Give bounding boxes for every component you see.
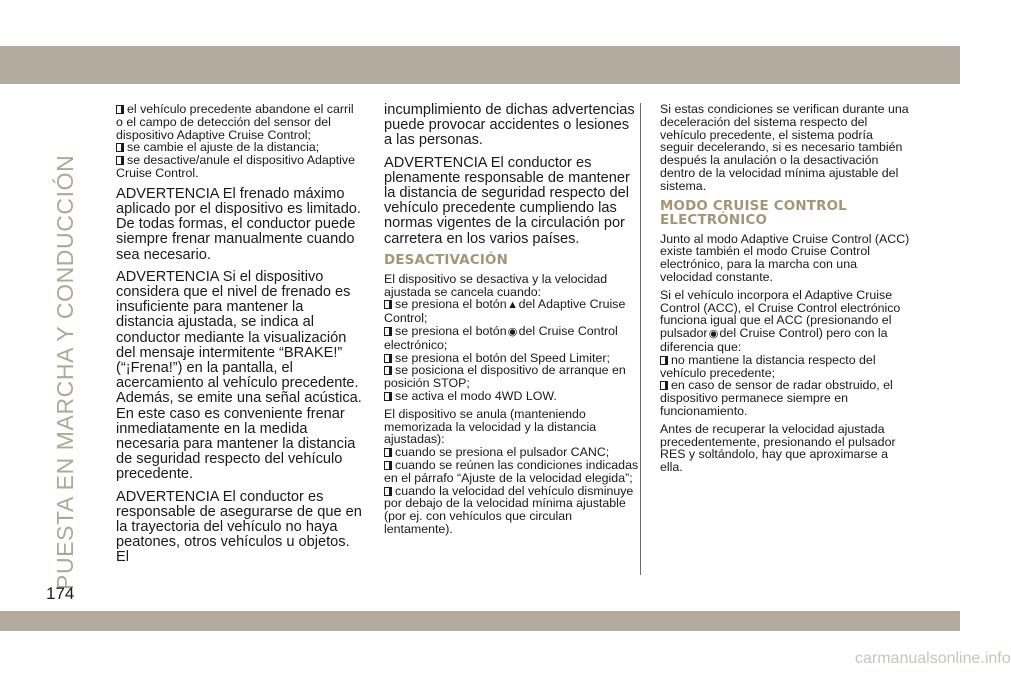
column-1 [116, 103, 362, 566]
checkbox-bullet-icon [384, 300, 392, 309]
column-2 [384, 103, 641, 575]
page-number: 174 [46, 584, 75, 603]
body-paragraph: El dispositivo se anula (manteniendo memorizada la velocidad y la distancia ajustadas): [384, 406, 597, 447]
section-heading: DESACTIVACIÓN [384, 252, 509, 268]
list-item: se posiciona el dispositivo de arranque en posición STOP; [384, 363, 626, 391]
checkbox-bullet-icon [384, 366, 392, 375]
checkbox-bullet-icon [116, 143, 124, 152]
checkbox-bullet-icon [384, 354, 392, 363]
checkbox-bullet-icon [384, 487, 392, 496]
checkbox-bullet-icon [116, 105, 124, 114]
warning-paragraph: ADVERTENCIA El conductor es responsable de asegurarse de que en la trayectoria del vehículo no haya peatones, otros vehículos u objetos. El [116, 488, 362, 566]
list-item: se presiona el botón◉del Cruise Control electrónico; [384, 324, 618, 352]
body-paragraph: Junto al modo Adaptive Cruise Control (ACC) existe también el modo Cruise Control electrónico, para la marcha con una velocidad constante. [660, 231, 910, 284]
body-paragraph: incumplimiento de dichas advertencias puede provocar accidentes o lesiones a las personas. [384, 102, 635, 149]
watermark: carmanualsonline.info [855, 650, 1011, 667]
list-item: el vehículo precedente abandone el carril o el campo de detección del sensor del dispositivo Adaptive Cruise Control; [116, 102, 354, 142]
body-paragraph: Si estas condiciones se verifican durante una deceleración del sistema respecto del vehículo precedente, el sistema podría seguir decelerando, si es necesario también después la anulación o la desactivación dentro de la velocidad mínima ajustable del sistema. [660, 102, 909, 193]
list-item: cuando se presiona el pulsador CANC; [384, 446, 640, 459]
list-item: cuando se reúnen las condiciones indicadas en el párrafo “Ajuste de la velocidad elegida”; [384, 457, 639, 485]
list-item: se desactive/anule el dispositivo Adaptive Cruise Control. [116, 153, 355, 180]
cruise-icon: ◉ [708, 328, 719, 341]
warning-paragraph: ADVERTENCIA Si el dispositivo considera que el nivel de frenado es insuficiente para mantener la distancia ajustada, se indica al conductor mediante la visualización del mensaje intermitente “BRAKE!” (“¡Frena!”) en la pantalla, el acercamiento al vehículo precedente. Además, se emite una señal acústica. En este caso es conveniente frenar inmediatamente en la medida necesaria para mantener la distancia de seguridad respecto del vehículo precedente. [116, 268, 362, 483]
list-item: no mantiene la distancia respecto del vehículo precedente; [660, 352, 876, 380]
body-paragraph: Si el vehículo incorpora el Adaptive Cruise Control (ACC), el Cruise Control electrónico funciona igual que el ACC (presionando el pulsador◉del Cruise Control) pero con la diferencia que: [660, 287, 901, 354]
list-item: se cambie el ajuste de la distancia; [116, 141, 362, 154]
list-item: se presiona el botón▲del Adaptive Cruise Control; [384, 297, 626, 326]
column-3 [660, 103, 910, 474]
body-paragraph: Antes de recuperar la velocidad ajustada precedentemente, presionando el pulsador RES y soltándolo, hay que aproximarse a ella. [660, 421, 896, 475]
checkbox-bullet-icon [384, 327, 392, 336]
checkbox-bullet-icon [660, 356, 668, 365]
cruise-icon: ◉ [507, 326, 518, 339]
list-item: cuando la velocidad del vehículo disminuye por debajo de la velocidad mínima ajustable (por ej. con vehículos que circulan lentamente). [384, 483, 634, 536]
footer-band [0, 611, 960, 631]
checkbox-bullet-icon [384, 461, 392, 470]
warning-paragraph: ADVERTENCIA El conductor es plenamente responsable de mantener la distancia de seguridad respecto del vehículo precedente cumpliendo las normas vigentes de la circulación por carretera en los varios países. [384, 154, 630, 247]
body-paragraph: El dispositivo se desactiva y la velocidad ajustada se cancela cuando: [384, 271, 608, 299]
checkbox-bullet-icon [384, 448, 392, 457]
checkbox-bullet-icon [384, 392, 392, 401]
checkbox-bullet-icon [116, 156, 124, 165]
header-band [0, 46, 960, 84]
car-distance-icon: ▲ [507, 299, 519, 312]
section-heading: MODO CRUISE CONTROL ELECTRÓNICO [660, 198, 847, 228]
warning-paragraph: ADVERTENCIA El frenado máximo aplicado por el dispositivo es limitado. De todas formas, el conductor puede siempre frenar manualmente cuando sea necesario. [116, 185, 361, 263]
section-side-title: PUESTA EN MARCHA Y CONDUCCIÓN [52, 154, 78, 590]
list-item: se activa el modo 4WD LOW. [384, 390, 640, 403]
checkbox-bullet-icon [660, 381, 668, 390]
list-item: en caso de sensor de radar obstruido, el dispositivo permanece siempre en funcionamiento. [660, 378, 893, 418]
list-item: se presiona el botón del Speed Limiter; [384, 352, 640, 365]
